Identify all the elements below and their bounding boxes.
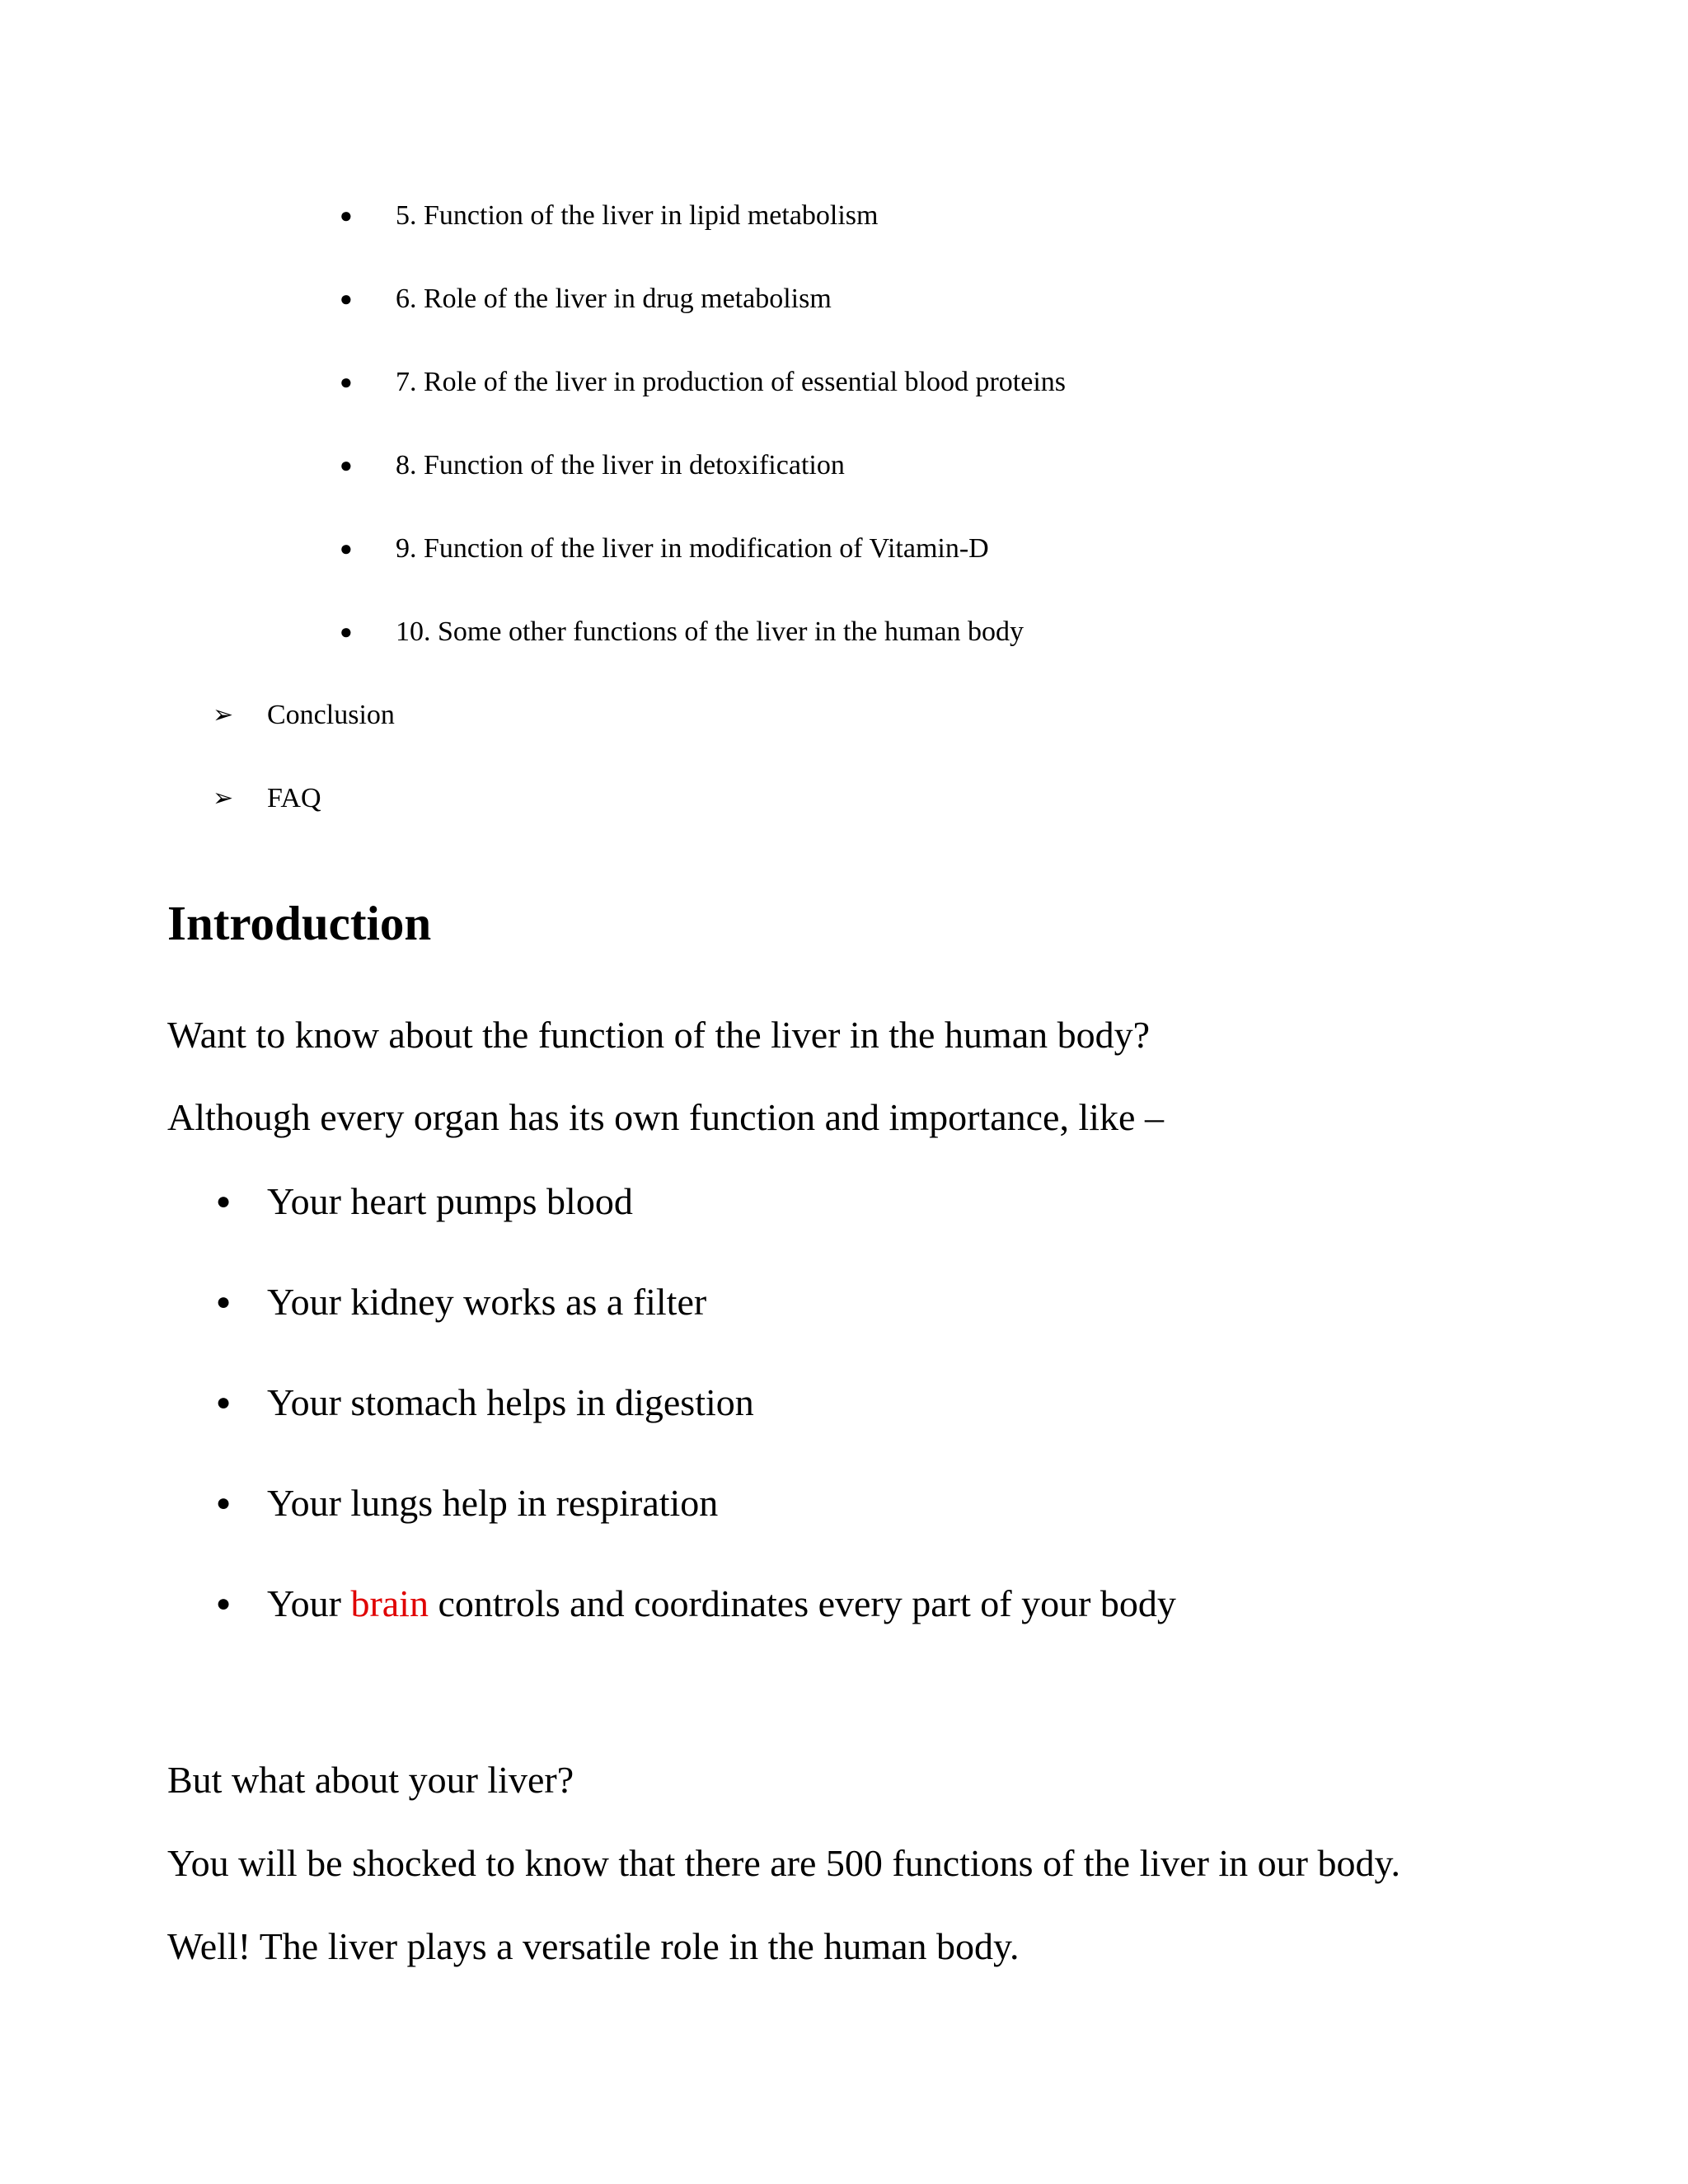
toc-section-list: [213, 697, 395, 864]
bullet-icon: ●: [340, 204, 353, 227]
toc-item-conclusion[interactable]: [213, 697, 395, 780]
liver-summary: Well! The liver plays a versatile role in the human body.: [167, 1925, 1020, 1967]
toc-item[interactable]: [340, 448, 1066, 531]
list-item: [216, 1279, 1176, 1380]
organ-function-list: [216, 1179, 1176, 1681]
list-item-text: Your stomach helps in digestion: [267, 1381, 754, 1423]
liver-question: But what about your liver?: [167, 1759, 574, 1801]
bullet-icon: ●: [340, 370, 353, 394]
list-item: [216, 1581, 1176, 1681]
toc-item[interactable]: [340, 614, 1066, 697]
toc-item-label[interactable]: 5. Function of the liver in lipid metabolism: [396, 200, 879, 231]
bullet-icon: ●: [216, 1188, 232, 1215]
bullet-icon: ●: [340, 537, 353, 560]
toc-item[interactable]: [340, 198, 1066, 281]
toc-item-label[interactable]: 9. Function of the liver in modification of Vitamin-D: [396, 533, 989, 564]
toc-item-label[interactable]: 6. Role of the liver in drug metabolism: [396, 284, 832, 314]
toc-item-label[interactable]: 10. Some other functions of the liver in the human body: [396, 616, 1025, 647]
section-heading: Introduction: [167, 896, 432, 950]
toc-item-label[interactable]: 7. Role of the liver in production of essential blood proteins: [396, 367, 1067, 397]
arrow-bullet-icon: ➢: [213, 701, 234, 729]
list-item: [216, 1480, 1176, 1581]
toc-item-label[interactable]: 8. Function of the liver in detoxification: [396, 450, 845, 480]
list-item-text: Your lungs help in respiration: [267, 1482, 719, 1524]
list-item-prefix: Your: [267, 1582, 351, 1624]
bullet-icon: ●: [340, 453, 353, 477]
toc-item-faq[interactable]: [213, 780, 395, 864]
list-item-text: Your kidney works as a filter: [267, 1281, 707, 1323]
toc-subsection-list: [340, 198, 1066, 697]
list-item-text: [267, 1581, 1176, 1627]
bullet-icon: ●: [216, 1590, 232, 1617]
liver-fact: You will be shocked to know that there are 500 functions of the liver in our body.: [167, 1842, 1401, 1884]
toc-item[interactable]: [340, 531, 1066, 614]
intro-question: Want to know about the function of the liver in the human body?: [167, 1014, 1151, 1056]
list-item-suffix: controls and coordinates every part of your body: [428, 1582, 1176, 1624]
arrow-bullet-icon: ➢: [213, 784, 234, 813]
intro-lead-in: Although every organ has its own function and importance, like –: [167, 1096, 1164, 1138]
brain-link[interactable]: brain: [350, 1582, 429, 1624]
bullet-icon: ●: [216, 1288, 232, 1315]
bullet-icon: ●: [216, 1389, 232, 1416]
list-item-text: Your heart pumps blood: [267, 1180, 633, 1222]
toc-item[interactable]: [340, 364, 1066, 448]
list-item: [216, 1179, 1176, 1279]
bullet-icon: ●: [340, 620, 353, 644]
toc-item[interactable]: [340, 281, 1066, 364]
toc-item-label[interactable]: Conclusion: [267, 700, 395, 730]
bullet-icon: ●: [216, 1489, 232, 1516]
list-item: [216, 1380, 1176, 1480]
bullet-icon: ●: [340, 287, 353, 311]
toc-item-label[interactable]: FAQ: [267, 783, 321, 813]
